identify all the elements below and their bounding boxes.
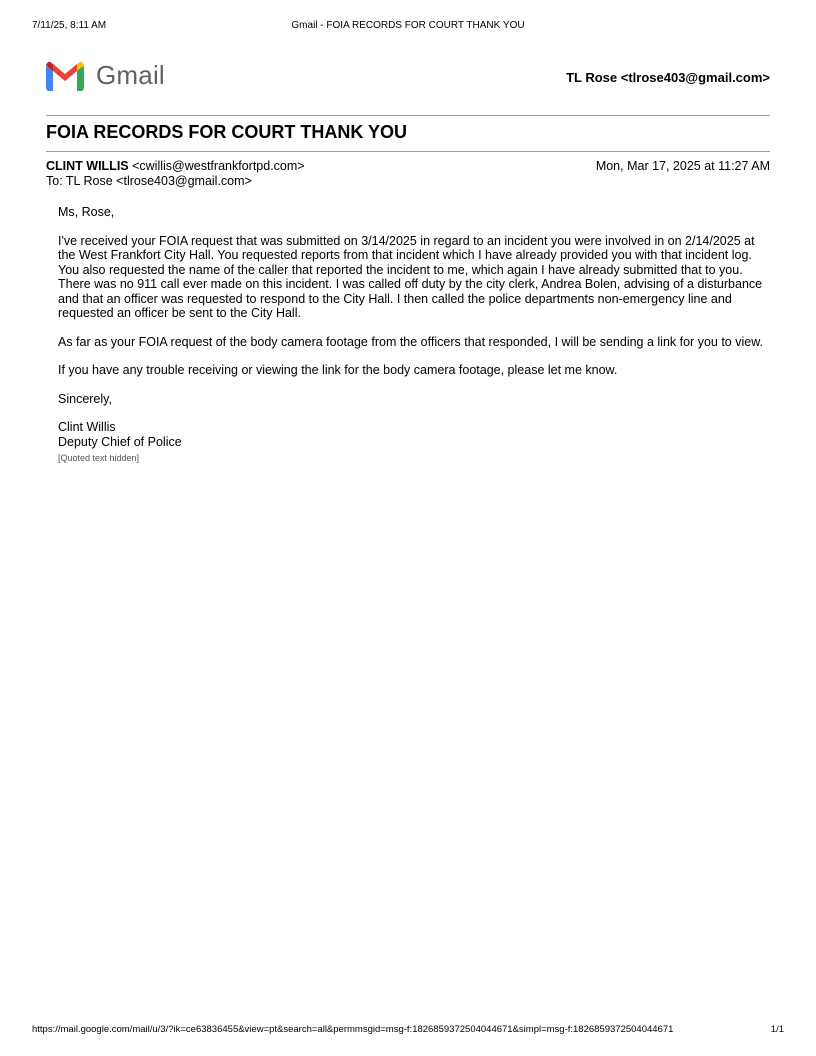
page-number: 1/1 [770, 1024, 784, 1035]
signature-title: Deputy Chief of Police [58, 434, 182, 449]
body-paragraph: I've received your FOIA request that was submitted on 3/14/2025 in regard to an incident you were involved in on 2/14/2025 at the West Frankfort City Hall. You requested reports from that incident which I have already provided you with that incident log. You also requested the name of the caller that reported the incident to me, which again I have already submitted that to you. There was no 911 call ever made on this incident. I was called off duty by the city clerk, Andrea Bolen, advising of a disturbance and that an officer was requested to respond to the City Hall. I then called the police departments non-emergency line and requested an officer be sent to the City Hall. [58, 233, 763, 320]
signature-name: Clint Willis [58, 420, 116, 434]
header-divider [46, 115, 770, 116]
print-url: https://mail.google.com/mail/u/3/?ik=ce63836455&view=pt&search=all&permmsgid=msg-f:1826859372504044671&simpl=msg-f:1826859372504044671 [32, 1024, 674, 1035]
closing: Sincerely, [58, 391, 112, 406]
quoted-text-toggle[interactable]: [Quoted text hidden] [58, 453, 140, 463]
print-datetime: 7/11/25, 8:11 AM [32, 20, 107, 31]
sender-email: <cwillis@westfrankfortpd.com> [132, 159, 305, 173]
gmail-wordmark: Gmail [96, 60, 165, 90]
body-paragraph: If you have any trouble receiving or viewing the link for the body camera footage, please let me know. [58, 363, 618, 377]
recipient-line: To: TL Rose <tlrose403@gmail.com> [46, 174, 252, 188]
signature [58, 420, 770, 449]
brand-row [46, 58, 770, 94]
email-subject: FOIA RECORDS FOR COURT THANK YOU [46, 122, 408, 142]
email-body [58, 205, 770, 466]
print-page-title: Gmail - FOIA RECORDS FOR COURT THANK YOU [291, 20, 525, 31]
greeting: Ms, Rose, [58, 205, 115, 219]
email-meta [46, 159, 770, 189]
account-label: TL Rose <tlrose403@gmail.com> [566, 70, 770, 85]
body-paragraph: As far as your FOIA request of the body camera footage from the officers that responded, I will be sending a link for you to view. [58, 334, 764, 349]
sender-name: CLINT WILLIS [46, 159, 129, 173]
gmail-m-logo-icon [46, 61, 84, 91]
print-header [32, 20, 784, 34]
gmail-logo[interactable] [46, 60, 165, 91]
subject-divider [46, 151, 770, 152]
email-date: Mon, Mar 17, 2025 at 11:27 AM [595, 159, 770, 173]
